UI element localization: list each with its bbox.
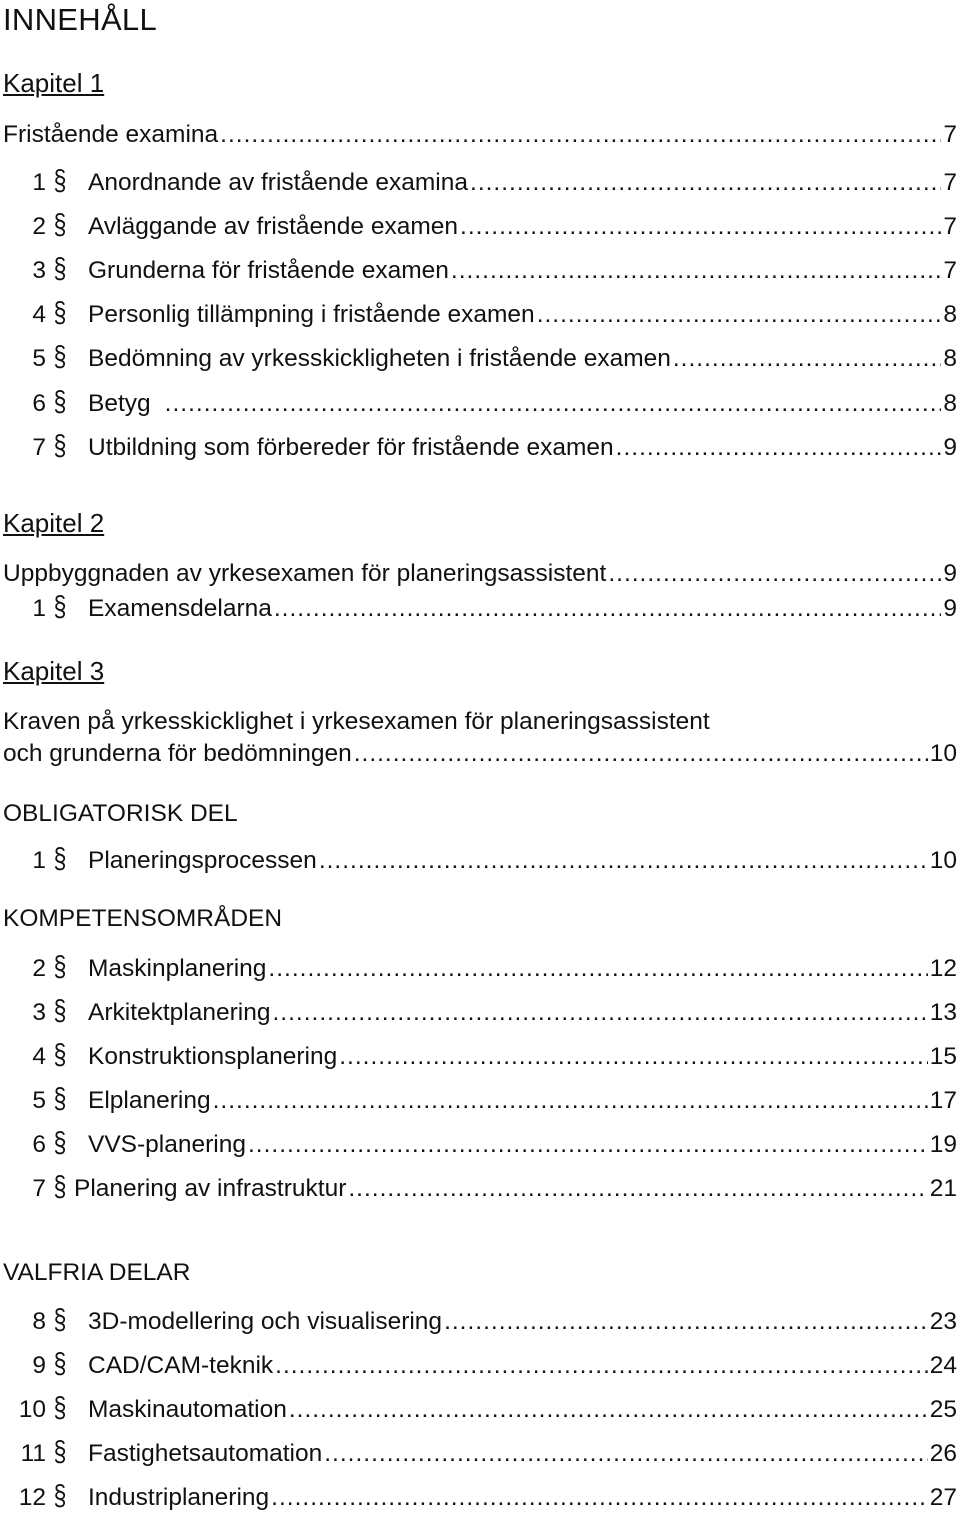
toc-number: 11 bbox=[20, 1440, 46, 1467]
toc-page-number: 17 bbox=[929, 1087, 957, 1114]
toc-row[interactable] bbox=[3, 430, 957, 462]
toc-page-number: 25 bbox=[929, 1396, 957, 1423]
toc-row[interactable] bbox=[3, 591, 957, 623]
toc-number: 1 bbox=[32, 595, 46, 622]
toc-row[interactable] bbox=[3, 1348, 957, 1380]
toc-row[interactable] bbox=[3, 297, 957, 329]
dot-leader bbox=[348, 1175, 927, 1203]
toc-number: 7 bbox=[32, 434, 46, 461]
dot-leader bbox=[616, 434, 942, 462]
dot-leader bbox=[275, 1352, 928, 1380]
dot-leader bbox=[324, 1440, 927, 1468]
toc-row[interactable] bbox=[3, 995, 957, 1027]
toc-row[interactable] bbox=[3, 560, 957, 592]
toc-title: Personlig tillämpning i fristående examen bbox=[88, 301, 535, 328]
toc-title: och grunderna för bedömningen bbox=[3, 740, 352, 767]
section-sign-icon: § bbox=[53, 843, 67, 875]
section-sign-icon: § bbox=[53, 1171, 67, 1203]
section-sign-icon: § bbox=[53, 430, 67, 462]
toc-number: 4 bbox=[32, 301, 46, 328]
toc-row[interactable] bbox=[3, 1304, 957, 1336]
dot-leader bbox=[673, 345, 942, 373]
dot-leader bbox=[460, 213, 941, 241]
toc-number: 1 bbox=[32, 847, 46, 874]
toc-number: 4 bbox=[32, 1043, 46, 1070]
toc-title: Elplanering bbox=[88, 1087, 211, 1114]
toc-title: Maskinautomation bbox=[88, 1396, 287, 1423]
toc-page-number: 13 bbox=[929, 999, 957, 1026]
toc-row[interactable] bbox=[3, 121, 957, 153]
toc-row[interactable] bbox=[3, 165, 957, 197]
dot-leader bbox=[271, 1484, 928, 1512]
toc-row[interactable] bbox=[3, 1127, 957, 1159]
toc-row[interactable] bbox=[3, 1083, 957, 1115]
toc-page-number: 7 bbox=[943, 169, 957, 196]
toc-number: 12 bbox=[18, 1484, 46, 1511]
toc-title: Utbildning som förbereder för fristående examen bbox=[88, 434, 614, 461]
toc-page-number: 7 bbox=[943, 257, 957, 284]
toc-page-number: 10 bbox=[929, 847, 957, 874]
toc-number: 6 bbox=[32, 390, 46, 417]
toc-page-number: 8 bbox=[943, 301, 957, 328]
toc-number: 5 bbox=[32, 345, 46, 372]
toc-title: Betyg bbox=[88, 390, 151, 417]
section-sign-icon: § bbox=[53, 1348, 67, 1380]
toc-title: Industriplanering bbox=[88, 1484, 270, 1511]
toc-page-number: 9 bbox=[943, 434, 957, 461]
dot-leader bbox=[470, 169, 941, 197]
toc-page-number: 15 bbox=[929, 1043, 957, 1070]
section-sign-icon: § bbox=[53, 995, 67, 1027]
toc-page-number: 21 bbox=[929, 1175, 957, 1202]
dot-leader bbox=[268, 955, 927, 983]
toc-title: Anordnande av fristående examina bbox=[88, 169, 469, 196]
chapter-3-heading[interactable]: Kapitel 3 bbox=[3, 656, 105, 686]
toc-number: 1 bbox=[32, 169, 46, 196]
section-sign-icon: § bbox=[53, 1304, 67, 1336]
toc-title: Bedömning av yrkesskickligheten i fristående examen bbox=[88, 345, 671, 372]
section-heading-kompetens: KOMPETENSOMRÅDEN bbox=[3, 905, 283, 932]
toc-row[interactable] bbox=[3, 843, 957, 875]
dot-leader bbox=[165, 390, 942, 418]
section-sign-icon: § bbox=[53, 1480, 67, 1512]
section-sign-icon: § bbox=[53, 253, 67, 285]
toc-title: Uppbyggnaden av yrkesexamen för planeringsassistent bbox=[3, 560, 607, 587]
section-sign-icon: § bbox=[53, 165, 67, 197]
toc-title: Maskinplanering bbox=[88, 955, 267, 982]
toc-title: CAD/CAM-teknik bbox=[88, 1352, 274, 1379]
toc-row[interactable] bbox=[3, 1039, 957, 1071]
toc-number: 2 bbox=[32, 955, 46, 982]
section-sign-icon: § bbox=[53, 591, 67, 623]
dot-leader bbox=[319, 847, 928, 875]
toc-number: 2 bbox=[32, 213, 46, 240]
toc-title: VVS-planering bbox=[88, 1131, 246, 1158]
toc-number: 3 bbox=[32, 257, 46, 284]
section-sign-icon: § bbox=[53, 1083, 67, 1115]
toc-title: Konstruktionsplanering bbox=[88, 1043, 338, 1070]
section-sign-icon: § bbox=[53, 297, 67, 329]
toc-page-number: 24 bbox=[929, 1352, 957, 1379]
toc-title: Fastighetsautomation bbox=[88, 1440, 323, 1467]
dot-leader bbox=[339, 1043, 927, 1071]
toc-number: 3 bbox=[32, 999, 46, 1026]
dot-leader bbox=[289, 1396, 928, 1424]
toc-row[interactable] bbox=[3, 209, 957, 241]
dot-leader bbox=[451, 257, 941, 285]
toc-row[interactable] bbox=[3, 253, 957, 285]
section-sign-icon: § bbox=[53, 951, 67, 983]
toc-title: Examensdelarna bbox=[88, 595, 272, 622]
toc-page-number: 23 bbox=[929, 1308, 957, 1335]
toc-row[interactable] bbox=[3, 1480, 957, 1512]
chapter-1-heading[interactable]: Kapitel 1 bbox=[3, 68, 105, 98]
section-heading-valfria: VALFRIA DELAR bbox=[3, 1259, 191, 1286]
section-sign-icon: § bbox=[53, 1039, 67, 1071]
toc-page-number: 9 bbox=[943, 595, 957, 622]
dot-leader bbox=[608, 560, 941, 588]
toc-title: 3D-modellering och visualisering bbox=[88, 1308, 443, 1335]
dot-leader bbox=[274, 595, 942, 623]
dot-leader bbox=[272, 999, 927, 1027]
toc-page-number: 10 bbox=[929, 740, 957, 767]
toc-number: 7 bbox=[32, 1175, 46, 1202]
toc-number: 5 bbox=[32, 1087, 46, 1114]
page-heading: INNEHÅLL bbox=[3, 2, 158, 37]
toc-page-number: 7 bbox=[943, 213, 957, 240]
toc-page-number: 19 bbox=[929, 1131, 957, 1158]
section-sign-icon: § bbox=[53, 1127, 67, 1159]
toc-row[interactable] bbox=[3, 740, 957, 772]
toc-title: Arkitektplanering bbox=[88, 999, 271, 1026]
dot-leader bbox=[220, 121, 941, 149]
dot-leader bbox=[537, 301, 942, 329]
toc-row[interactable] bbox=[3, 341, 957, 373]
toc-title: Planering av infrastruktur bbox=[74, 1175, 347, 1202]
toc-page-number: 26 bbox=[929, 1440, 957, 1467]
toc-row[interactable] bbox=[3, 1436, 957, 1468]
section-sign-icon: § bbox=[53, 341, 67, 373]
section-sign-icon: § bbox=[53, 386, 67, 418]
dot-leader bbox=[354, 740, 928, 768]
dot-leader bbox=[444, 1308, 928, 1336]
toc-title-line: Kraven på yrkesskicklighet i yrkesexamen för planeringsassistent bbox=[3, 708, 710, 735]
toc-number: 10 bbox=[18, 1396, 46, 1423]
toc-number: 9 bbox=[32, 1352, 46, 1379]
toc-title: Avläggande av fristående examen bbox=[88, 213, 459, 240]
toc-title: Fristående examina bbox=[3, 121, 219, 148]
toc-page-number: 9 bbox=[943, 560, 957, 587]
toc-title: Planeringsprocessen bbox=[88, 847, 317, 874]
toc-page-number: 8 bbox=[943, 390, 957, 417]
toc-page-number: 12 bbox=[929, 955, 957, 982]
dot-leader bbox=[248, 1131, 928, 1159]
toc-number: 6 bbox=[32, 1131, 46, 1158]
toc-row[interactable] bbox=[3, 1171, 957, 1203]
toc-page-number: 7 bbox=[943, 121, 957, 148]
toc-title: Grunderna för fristående examen bbox=[88, 257, 449, 284]
toc-row[interactable] bbox=[3, 386, 957, 418]
toc-number: 8 bbox=[32, 1308, 46, 1335]
toc-page-number: 8 bbox=[943, 345, 957, 372]
section-sign-icon: § bbox=[53, 1436, 67, 1468]
toc-page-number: 27 bbox=[929, 1484, 957, 1511]
toc-row[interactable] bbox=[3, 1392, 957, 1424]
section-heading-obligatorisk: OBLIGATORISK DEL bbox=[3, 800, 238, 827]
toc-row[interactable] bbox=[3, 951, 957, 983]
dot-leader bbox=[213, 1087, 928, 1115]
section-sign-icon: § bbox=[53, 209, 67, 241]
section-sign-icon: § bbox=[53, 1392, 67, 1424]
chapter-2-heading[interactable]: Kapitel 2 bbox=[3, 508, 105, 538]
